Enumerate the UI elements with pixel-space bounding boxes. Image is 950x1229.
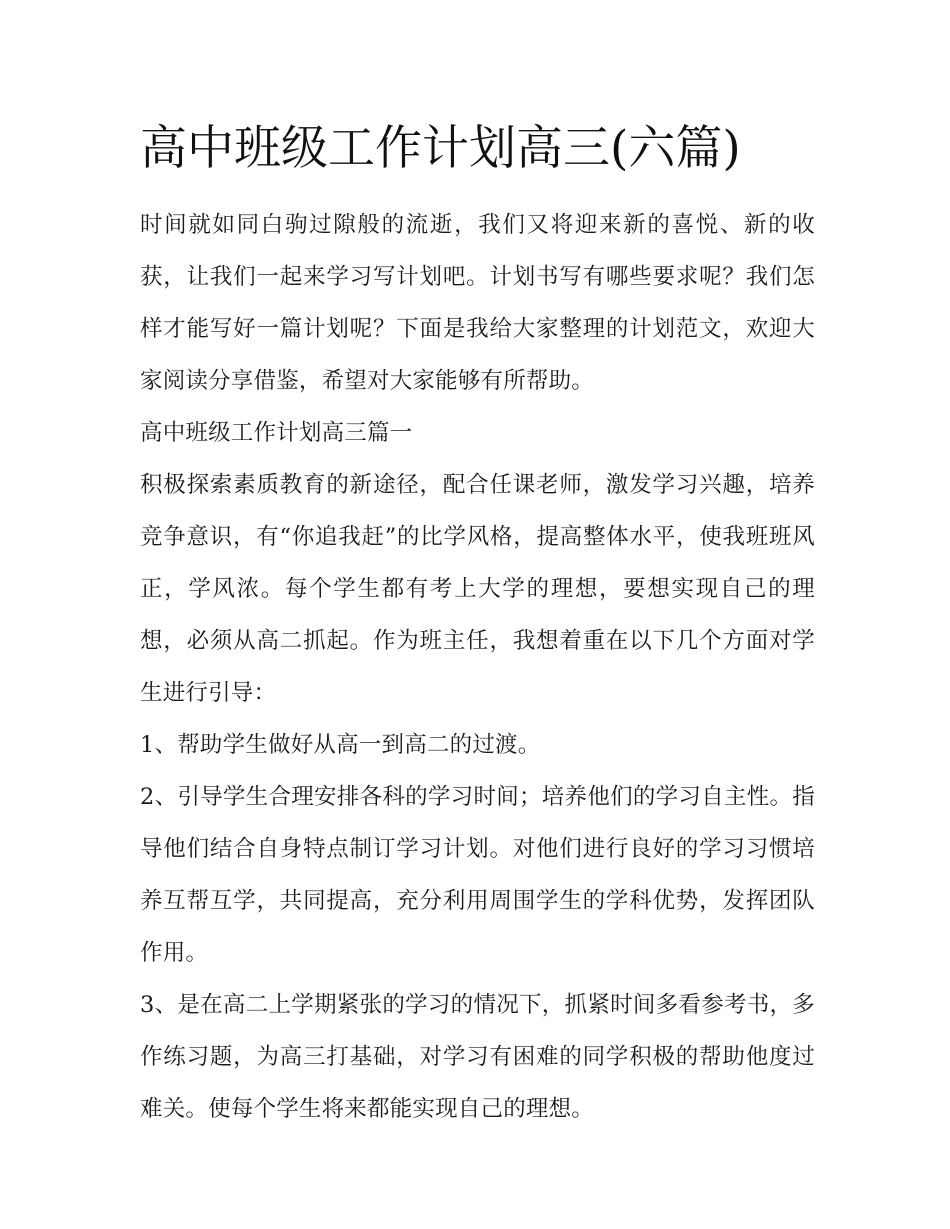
document-content [140, 118, 815, 1135]
list-item-2: 2、引导学生合理安排各科的学习时间；培养他们的学习自主性。指导他们结合自身特点制订学习计划。对他们进行良好的学习习惯培养互帮互学，共同提高，充分利用周围学生的学科优势，发挥团队作用。 [140, 784, 815, 966]
intro-paragraph: 时间就如同白驹过隙般的流逝，我们又将迎来新的喜悦、新的收获，让我们一起来学习写计划吧。计划书写有哪些要求呢？我们怎样才能写好一篇计划呢？下面是我给大家整理的计划范文，欢迎大家阅读分享借鉴，希望对大家能够有所帮助。 [140, 212, 815, 394]
section-heading: 高中班级工作计划高三篇一 [140, 420, 413, 446]
list-item-3: 3、是在高二上学期紧张的学习的情况下，抓紧时间多看参考书，多作练习题，为高三打基础，对学习有困难的同学积极的帮助他度过难关。使每个学生将来都能实现自己的理想。 [140, 992, 815, 1122]
document-title: 高中班级工作计划高三(六篇) [140, 121, 741, 176]
body-paragraph: 积极探索素质教育的新途径，配合任课老师，激发学习兴趣，培养竞争意识，有“你追我赶”的比学风格，提高整体水平，使我班班风正，学风浓。每个学生都有考上大学的理想，要想实现自己的理想，必须从高二抓起。作为班主任，我想着重在以下几个方面对学生进行引导： [140, 472, 815, 706]
list-item-1: 1、帮助学生做好从高一到高二的过渡。 [140, 732, 541, 758]
